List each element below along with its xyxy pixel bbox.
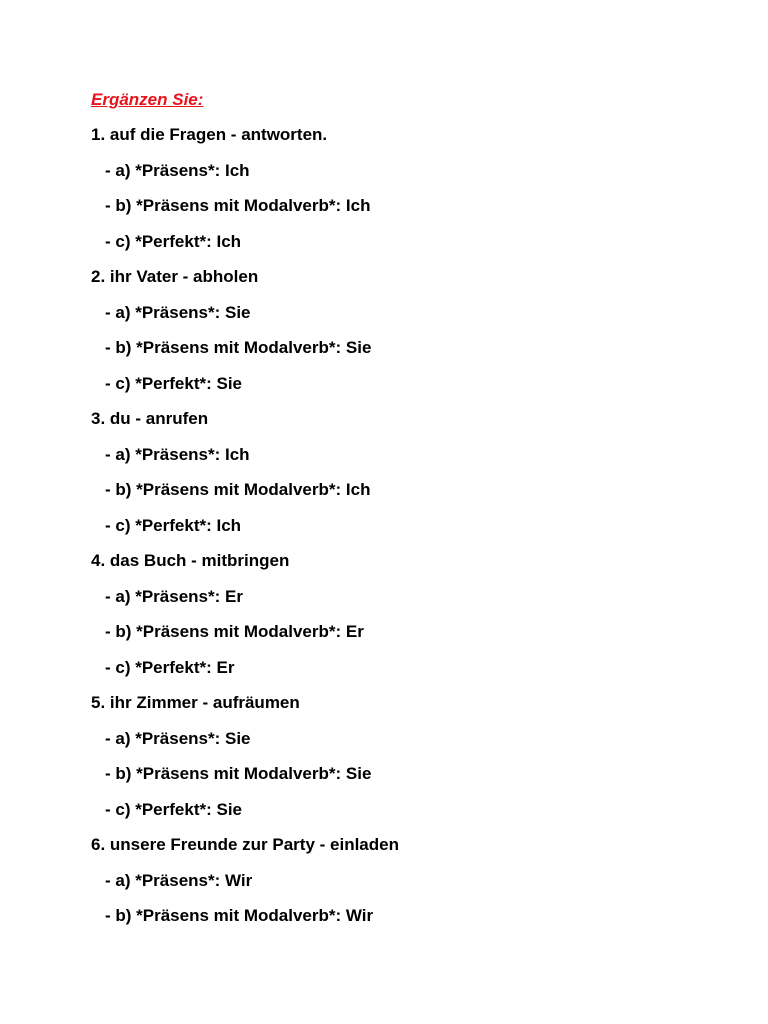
exercise-item-b: - b) *Präsens mit Modalverb*: Er: [105, 622, 364, 641]
exercise-6: [91, 831, 731, 930]
exercise-1: [91, 121, 731, 256]
exercise-title: 4. das Buch - mitbringen: [91, 551, 290, 570]
exercise-item-b: - b) *Präsens mit Modalverb*: Sie: [105, 338, 372, 357]
exercise-item-b: - b) *Präsens mit Modalverb*: Ich: [105, 480, 371, 499]
exercise-title: 5. ihr Zimmer - aufräumen: [91, 693, 300, 712]
exercise-2: [91, 263, 731, 398]
exercise-item-c: - c) *Perfekt*: Sie: [105, 799, 242, 819]
exercise-item-b: - b) *Präsens mit Modalverb*: Ich: [105, 196, 371, 215]
exercise-item-c: - c) *Perfekt*: Sie: [105, 373, 242, 393]
exercise-title: 6. unsere Freunde zur Party - einladen: [91, 835, 399, 854]
exercise-item-c: - c) *Perfekt*: Er: [105, 657, 235, 677]
exercise-5: [91, 689, 731, 824]
exercise-item-a: - a) *Präsens*: Ich: [105, 160, 250, 180]
exercise-item-a: - a) *Präsens*: Sie: [105, 728, 251, 748]
exercise-4: [91, 547, 731, 682]
exercise-item-c: - c) *Perfekt*: Ich: [105, 231, 242, 251]
exercise-title: 2. ihr Vater - abholen: [91, 267, 259, 286]
exercise-item-b: - b) *Präsens mit Modalverb*: Sie: [105, 764, 372, 783]
exercise-item-c: - c) *Perfekt*: Ich: [105, 515, 242, 535]
exercise-item-b: - b) *Präsens mit Modalverb*: Wir: [105, 906, 374, 925]
exercise-item-a: - a) *Präsens*: Wir: [105, 870, 253, 890]
exercise-item-a: - a) *Präsens*: Er: [105, 586, 243, 606]
exercise-item-a: - a) *Präsens*: Ich: [105, 444, 250, 464]
exercise-3: [91, 405, 731, 540]
exercise-heading: Ergänzen Sie:: [91, 90, 204, 109]
document-content: [91, 86, 731, 938]
exercise-item-a: - a) *Präsens*: Sie: [105, 302, 251, 322]
exercise-title: 1. auf die Fragen - antworten.: [91, 125, 328, 144]
exercise-title: 3. du - anrufen: [91, 409, 209, 428]
